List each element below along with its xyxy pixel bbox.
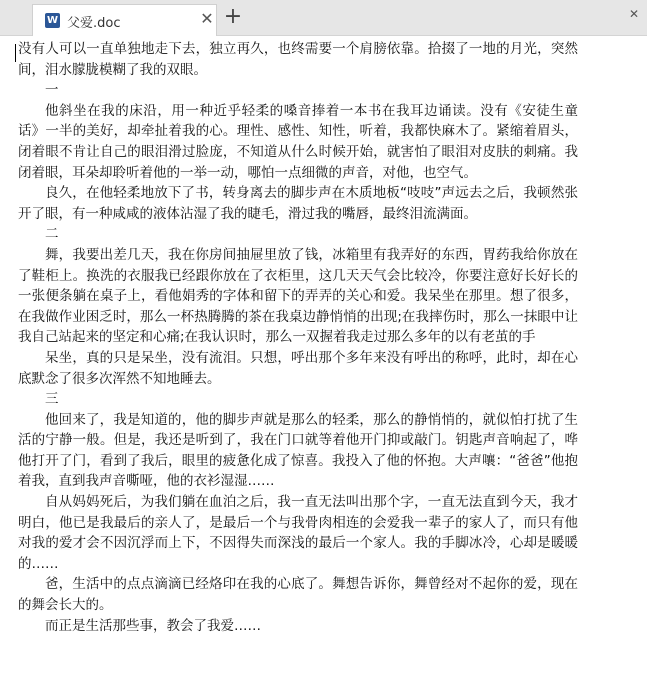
close-tab-icon[interactable]: ✕: [200, 9, 214, 28]
window-close-icon[interactable]: ✕: [628, 7, 640, 21]
paragraph: 没有人可以一直单独地走下去，独立再久，也终需要一个肩膀依靠。拾掇了一地的月光，突然间，泪水朦胧模糊了我的双眼。: [18, 41, 578, 78]
paragraph: 呆坐，真的只是呆坐，没有流泪。只想，呼出那个多年来没有呼出的称呼，此时，却在心底默念了很多次浑然不知地睡去。: [18, 349, 578, 387]
paragraph: 良久，在他轻柔地放下了书，转身离去的脚步声在木质地板“吱吱”声远去之后，我顿然张开了眼，有一种咸咸的液体沾湿了我的睫毛，滑过我的嘴唇，最终泪流满面。: [18, 185, 578, 222]
tab-title: 父爱.doc: [67, 16, 121, 31]
new-tab-icon[interactable]: +: [223, 4, 243, 29]
section-heading: 一: [45, 82, 59, 99]
paragraph: 自从妈妈死后，为我们躺在血泊之后，我一直无法叫出那个字，一直无法直到今天，我才明白，他已是我最后的亲人了，是最后一个与我骨肉相连的会爱我一辈子的家人了，而只有他对我的爱才会不因沉浮而上下，不因得失而深浅的最后一个家人。我的手脚冰冷，心却是暖暖的……: [18, 494, 578, 572]
tab-bar: [0, 0, 647, 36]
document-body[interactable]: [18, 39, 578, 636]
paragraph: 舞，我要出差几天，我在你房间抽屉里放了钱，冰箱里有我弄好的东西，胃药我给你放在了鞋柜上。换洗的衣服我已经跟你放在了衣柜里，这几天天气会比较冷，你要注意好长好长的一张便条躺在桌子上，看他娟秀的字体和留下的弄弄的关心和爱。我呆坐在那里。想了很多，在我做作业困乏时，那么一杯热腾腾的茶在我桌边静悄悄的出现;在我摔伤时，那么一抹眼中让我自己站起来的坚定和心痛;在我认识时，那么一双握着我走过那么多年的以有老茧的手: [18, 246, 578, 346]
paragraph: 爸，生活中的点点滴滴已经烙印在我的心底了。舞想告诉你，舞曾经对不起你的爱，现在的舞会长大的。: [18, 576, 578, 614]
document-tab[interactable]: [32, 4, 217, 36]
paragraph: 他斜坐在我的床沿，用一种近乎轻柔的嗓音捧着一本书在我耳边诵读。没有《安徒生童话》一半的美好，却牵扯着我的心。理性、感性、知性，听着，我都快麻木了。紧缩着眉头，闭着眼不肯让自己的眼泪滑过脸庞，不知道从什么时候开始，就害怕了眼泪对皮肤的刺痛。我闭着眼，耳朵却聆听着他的一举一动，哪怕一点细微的声音，对他，也空气。: [18, 102, 578, 181]
word-document-icon: W: [46, 15, 59, 26]
text-cursor: [15, 44, 16, 62]
section-heading: 三: [45, 391, 59, 408]
section-heading: 二: [45, 226, 59, 243]
paragraph: 他回来了，我是知道的，他的脚步声就是那么的轻柔，那么的静悄悄的，就似怕打扰了生活的宁静一般。但是，我还是听到了，我在门口就等着他开门抑或敲门。钥匙声音响起了，哗他打开了门，看到了我后，眼里的疲惫化成了惊喜。我投入了他的怀抱。大声嚷：“爸爸”他抱着我，直到我声音嘶哑，他的衣衫湿湿……: [18, 411, 578, 490]
paragraph: 而正是生活那些事，教会了我爱……: [45, 617, 261, 634]
